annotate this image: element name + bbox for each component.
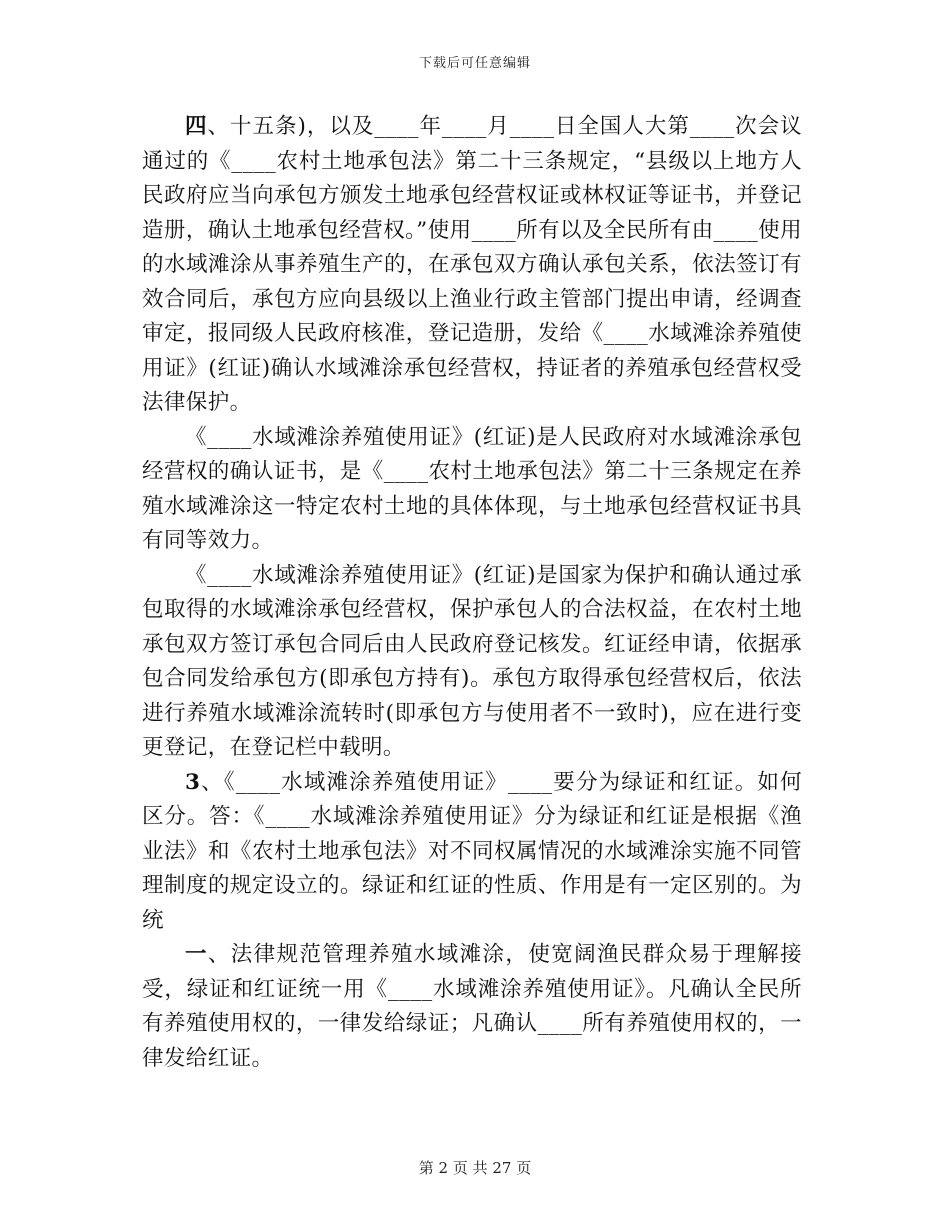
paragraph-3 [142,559,802,766]
paragraph-4 [142,766,802,939]
paragraph-4-lead: 3 [185,769,201,795]
page-header: 下载后可任意编辑 [418,56,531,71]
paragraph-5-lead: 一 [185,942,208,967]
paragraph-1-text: 、十五条)，以及____年____月____日全国人大第____次会议通过的《____农村土地承包法》第二十三条规定，“县级以上地方人民政府应当向承包方颁发土地承包经营权证或林权证等证书，并登记造册，确认土地承包经营权。”使用____所有以及全民所有由____使用的水域滩涂从事养殖生产的，在承包双方确认承包关系，依法签订有效合同后，承包方应向县级以上渔业行政主管部门提出申请，经调查审定，报同级人民政府核准，登记造册，发给《____水域滩涂养殖使用证》(红证)确认水域滩涂承包经营权，持证者的养殖承包经营权受法律保护。 [142,114,802,415]
paragraph-2-text: 《____水域滩涂养殖使用证》(红证)是人民政府对水域滩涂承包经营权的确认证书，是《____农村土地承包法》第二十三条规定在养殖水域滩涂这一特定农村土地的具体体现，与土地承包经营权证书具有同等效力。 [142,424,802,553]
paragraph-4-text: 、《____水域滩涂养殖使用证》____要分为绿证和红证。如何区分。答：《____水域滩涂养殖使用证》分为绿证和红证是根据《渔业法》和《农村土地承包法》对不同权属情况的水域滩涂实施不同管理制度的规定设立的。绿证和红证的性质、作用是有一定区别的。为统 [142,769,802,933]
paragraph-2 [142,421,802,559]
paragraph-3-text: 《____水域滩涂养殖使用证》(红证)是国家为保护和确认通过承包取得的水域滩涂承包经营权，保护承包人的合法权益，在农村土地承包双方签订承包合同后由人民政府登记核发。红证经申请，依据承包合同发给承包方(即承包方持有)。承包方取得承包经营权后，依法进行养殖水域滩涂流转时(即承包方与使用者不一致时)，应在进行变更登记，在登记栏中载明。 [142,562,802,760]
paragraph-1-lead: 四 [185,114,208,139]
page-footer: 第 2 页 共 27 页 [418,1159,532,1177]
paragraph-5 [142,938,802,1076]
paragraph-1 [142,110,802,421]
document-body [142,110,802,1076]
paragraph-5-text: 、法律规范管理养殖水域滩涂，使宽阔渔民群众易于理解接受，绿证和红证统一用《____水域滩涂养殖使用证》。凡确认全民所有养殖使用权的，一律发给绿证；凡确认____所有养殖使用权的，一律发给红证。 [142,942,802,1071]
